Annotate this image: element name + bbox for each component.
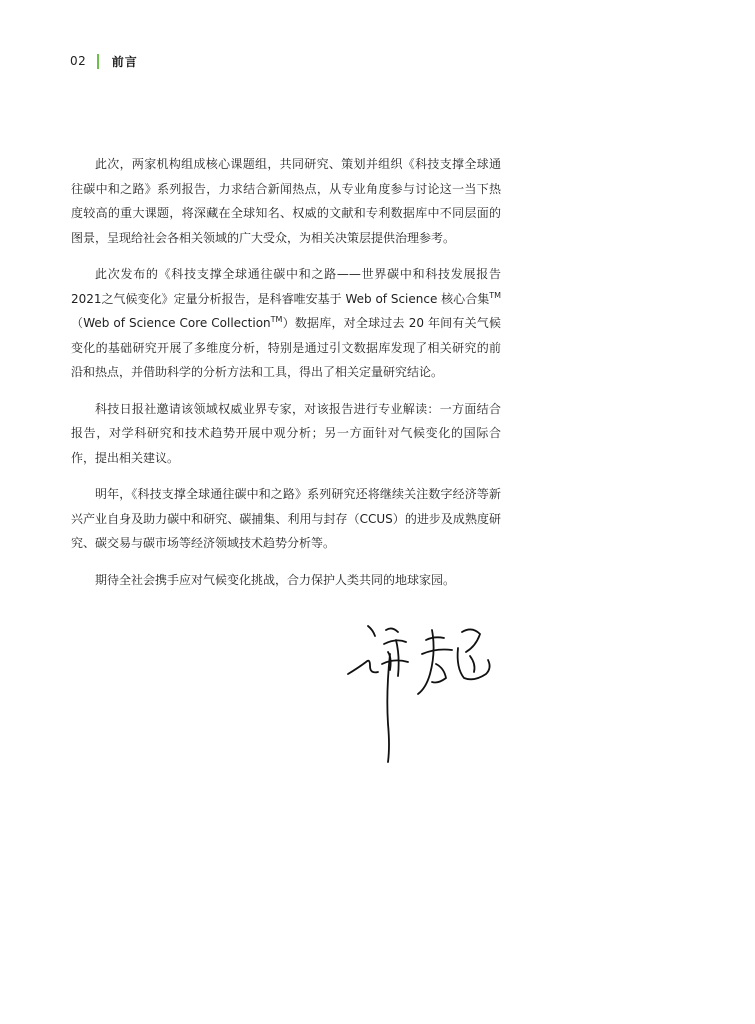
trademark-superscript-2: TM bbox=[270, 315, 283, 324]
section-title: 前言 bbox=[111, 54, 138, 69]
page-number: 02 bbox=[70, 54, 87, 68]
paragraph-2 bbox=[71, 262, 501, 385]
preface-body bbox=[71, 152, 501, 604]
page-header bbox=[70, 51, 138, 71]
trademark-superscript-1: TM bbox=[489, 290, 501, 300]
paragraph-4: 明年，《科技支撑全球通往碳中和之路》系列研究还将继续关注数字经济等新兴产业自身及助力碳中和研究、碳捕集、利用与封存（CCUS）的进步及成熟度研究、碳交易与碳市场等经济领域技术趋势分析等。 bbox=[71, 487, 501, 550]
paragraph-5: 期待全社会携手应对气候变化挑战，合力保护人类共同的地球家园。 bbox=[95, 572, 456, 587]
handwritten-signature bbox=[340, 612, 500, 772]
paragraph-2-part-a: 此次发布的《科技支撑全球通往碳中和之路——世界碳中和科技发展报告2021之气候变化》定量分析报告，是科睿唯安基于 Web of Science 核心合集 bbox=[71, 267, 501, 306]
paragraph-2-part-b: （Web of Science Core Collection bbox=[71, 316, 271, 330]
paragraph-2-part-c: ）数据库，对全球过去 20 年间有关气候变化的基础研究开展了多维度分析，特别是通过引文数据库发现了相关研究的前沿和热点，并借助科学的分析方法和工具，得出了相关定量研究结论。 bbox=[71, 316, 501, 379]
paragraph-3: 科技日报社邀请该领域权威业界专家，对该报告进行专业解读：一方面结合报告，对学科研究和技术趋势开展中观分析；另一方面针对气候变化的国际合作，提出相关建议。 bbox=[71, 401, 501, 465]
header-divider bbox=[97, 54, 99, 69]
paragraph-1: 此次，两家机构组成核心课题组，共同研究、策划并组织《科技支撑全球通往碳中和之路》系列报告，力求结合新闻热点，从专业角度参与讨论这一当下热度较高的重大课题，将深藏在全球知名、权威的文献和专利数据库中不同层面的图景，呈现给社会各相关领域的广大受众，为相关决策层提供治理参考。 bbox=[71, 157, 501, 245]
